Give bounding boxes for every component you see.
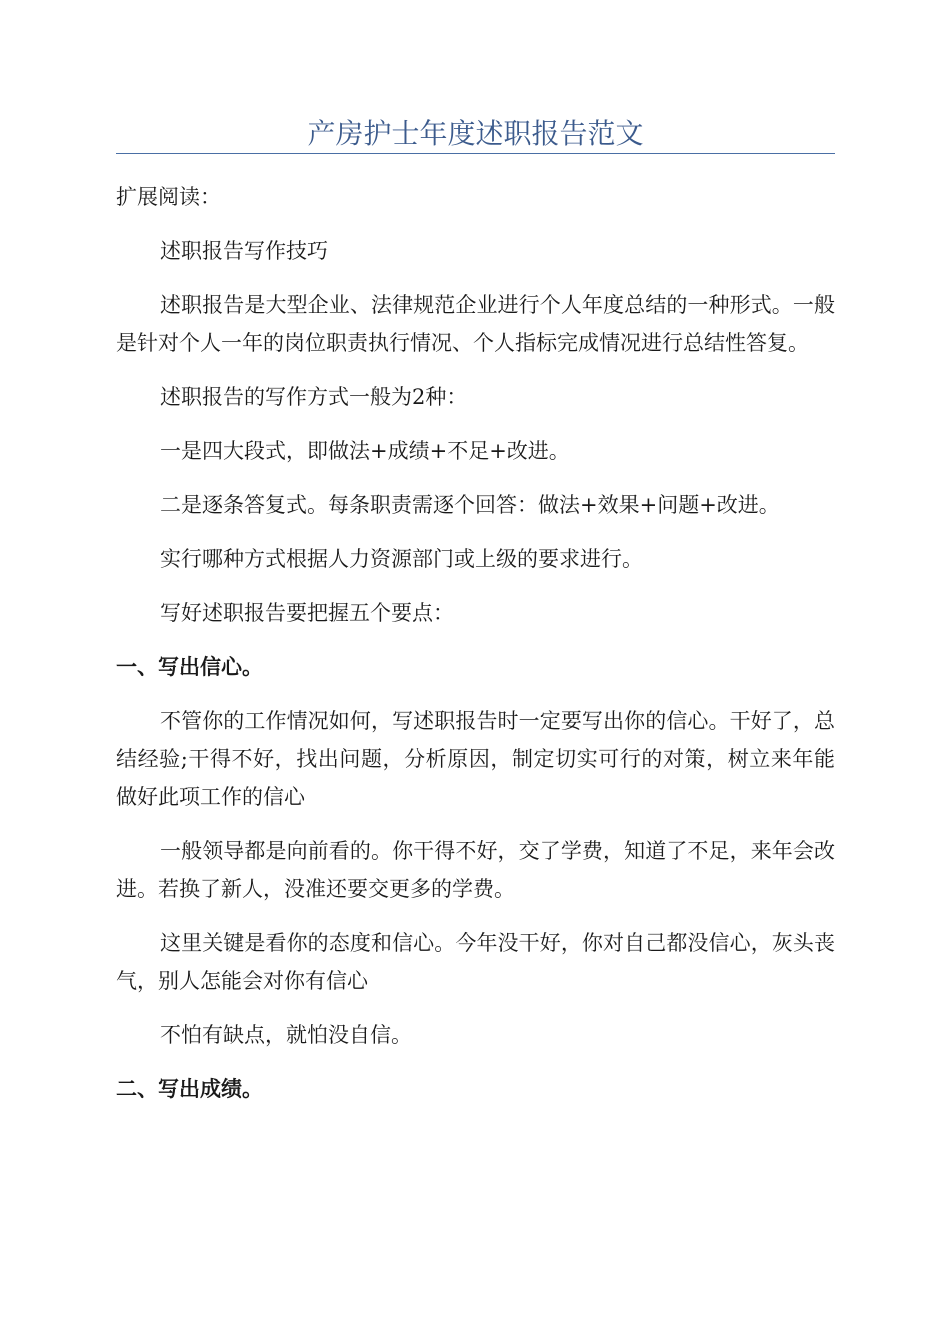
- section-heading: 一、写出信心。: [116, 655, 263, 679]
- extended-reading-label: 扩展阅读：: [116, 185, 221, 209]
- paragraph: 一是四大段式，即做法+成绩+不足+改进。: [160, 439, 570, 463]
- paragraph: 这里关键是看你的态度和信心。今年没干好，你对自己都没信心，灰头丧气，别人怎能会对你有信心: [116, 931, 835, 993]
- paragraph: 述职报告是大型企业、法律规范企业进行个人年度总结的一种形式。一般是针对个人一年的岗位职责执行情况、个人指标完成情况进行总结性答复。: [116, 293, 835, 355]
- title-underline: [116, 153, 835, 154]
- paragraph: 一般领导都是向前看的。你干得不好，交了学费，知道了不足，来年会改进。若换了新人，没准还要交更多的学费。: [116, 839, 835, 901]
- paragraph: 不管你的工作情况如何，写述职报告时一定要写出你的信心。干好了，总结经验;干得不好，找出问题，分析原因，制定切实可行的对策，树立来年能做好此项工作的信心: [116, 709, 835, 809]
- section-heading: 二、写出成绩。: [116, 1077, 263, 1101]
- paragraph: 述职报告写作技巧: [160, 239, 328, 263]
- paragraph: 不怕有缺点，就怕没自信。: [160, 1023, 412, 1047]
- document-title: 产房护士年度述职报告范文: [307, 117, 644, 150]
- paragraph: 述职报告的写作方式一般为2种：: [160, 385, 468, 409]
- paragraph: 实行哪种方式根据人力资源部门或上级的要求进行。: [160, 547, 643, 571]
- document-body: [116, 178, 835, 1124]
- paragraph: 二是逐条答复式。每条职责需逐个回答：做法+效果+问题+改进。: [160, 493, 780, 517]
- paragraph: 写好述职报告要把握五个要点：: [160, 601, 454, 625]
